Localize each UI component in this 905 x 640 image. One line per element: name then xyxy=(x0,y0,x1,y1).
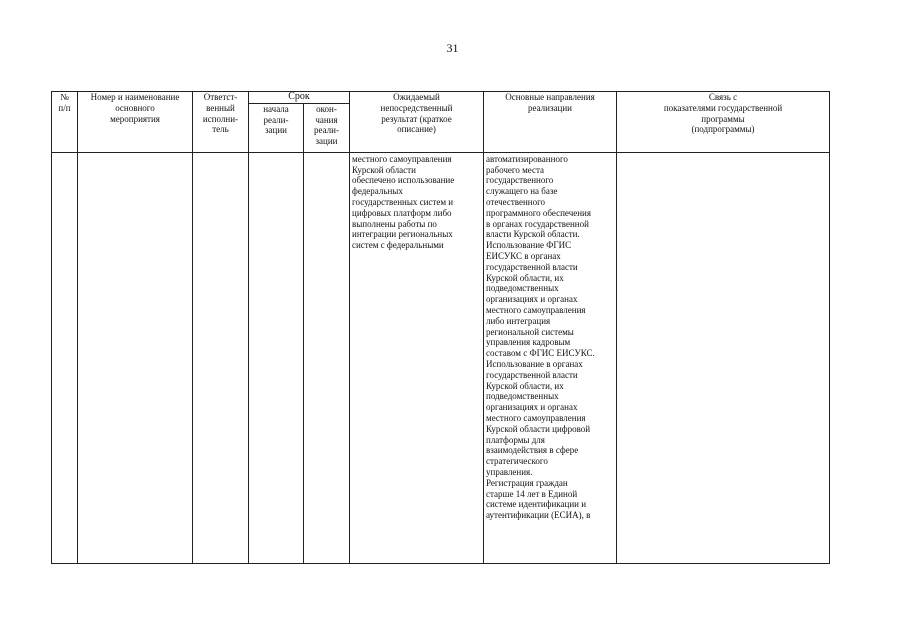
cell-responsible xyxy=(193,152,249,563)
header-activity-name: Номер и наименование основного мероприятия xyxy=(78,92,193,153)
header-num: № п/п xyxy=(52,92,78,153)
cell-expected-result: местного самоуправления Курской области обеспечено использование федеральных государственных систем и цифровых платформ либо выполнены работы по интеграции региональных систем с федеральными xyxy=(350,152,484,563)
cell-term-end xyxy=(304,152,350,563)
header-program-link: Связь с показателями государственной программы (подпрограммы) xyxy=(617,92,830,153)
header-term: Срок xyxy=(249,92,350,104)
page-number: 31 xyxy=(446,41,459,55)
cell-term-start xyxy=(249,152,304,563)
program-activities-table xyxy=(51,91,830,564)
header-term-start: начала реали- зации xyxy=(249,103,304,152)
cell-activity-name xyxy=(78,152,193,563)
header-responsible: Ответст- венный исполни- тель xyxy=(193,92,249,153)
header-term-end: окон- чания реали- зации xyxy=(304,103,350,152)
cell-program-link xyxy=(617,152,830,563)
cell-main-directions: автоматизированного рабочего места государственного служащего на базе отечественного программного обеспечения в органах государственной власти Курской области. Использование ФГИС ЕИСУКС в органах государственной власти Курской области, их подведомственных организациях и органах местного самоуправления либо интеграция региональной системы управления кадровым составом с ФГИС ЕИСУКС. Использование в органах государственной власти Курской области, их подведомственных организациях и органах местного самоуправления Курской области цифровой платформы для взаимодействия в сфере стратегического управления. Регистрация граждан старше 14 лет в Единой системе идентификации и аутентификации (ЕСИА), в xyxy=(484,152,617,563)
table-row xyxy=(52,152,830,563)
header-expected-result: Ожидаемый непосредственный результат (краткое описание) xyxy=(350,92,484,153)
cell-num xyxy=(52,152,78,563)
header-main-directions: Основные направления реализации xyxy=(484,92,617,153)
